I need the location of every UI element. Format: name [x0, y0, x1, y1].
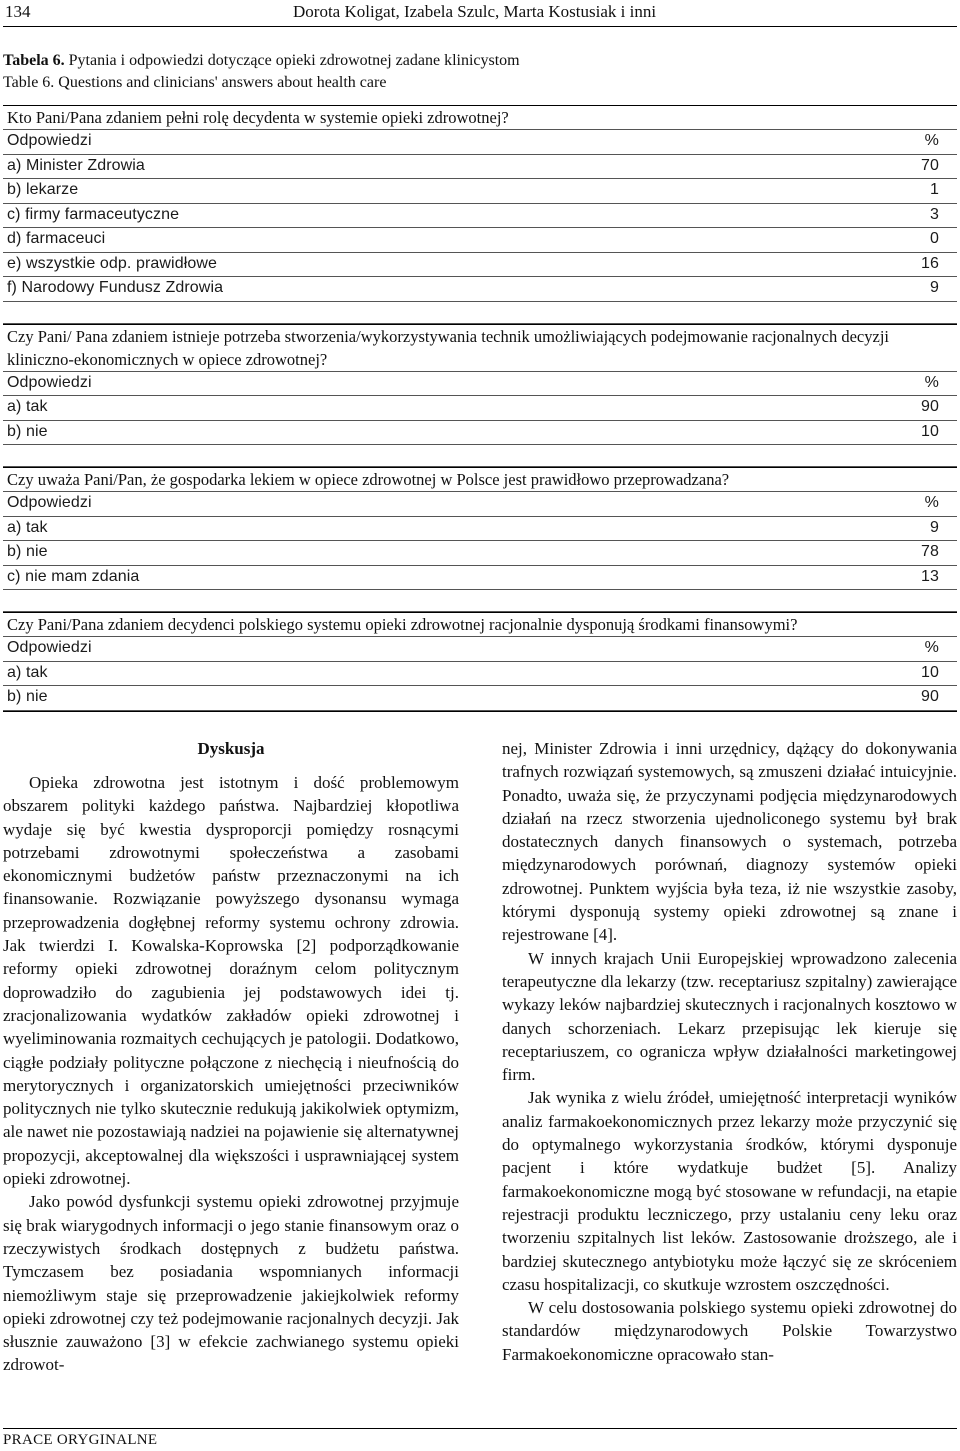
row-label: b) nie — [7, 688, 48, 705]
question-text: Czy uważa Pani/Pan, że gospodarka lekiem w opiece zdrowotnej w Polsce jest prawidłowo przeprowadzana? — [3, 468, 957, 492]
row-value: 10 — [921, 422, 939, 440]
caption-en: Table 6. Questions and clinicians' answers about health care — [3, 74, 387, 91]
table-header-row — [3, 130, 957, 155]
discussion-right-column — [502, 737, 957, 1366]
table-header-row — [3, 372, 957, 397]
questions-table — [3, 105, 957, 712]
row-label: a) tak — [7, 398, 48, 415]
paragraph: W celu dostosowania polskiego systemu opieki zdrowotnej do standardów międzynarodowych Polskie Towarzystwo Farmakoekonomiczne opracowało stan- — [502, 1298, 957, 1364]
row-value: % — [924, 639, 939, 656]
row-label: d) farmaceuci — [7, 230, 106, 247]
row-label: b) nie — [7, 422, 48, 440]
discussion-left-column — [3, 737, 459, 1377]
page-header — [3, 0, 957, 27]
table-header-row — [3, 637, 957, 662]
caption-pl: Pytania i odpowiedzi dotyczące opieki zdrowotnej zadane klinicystom — [68, 52, 520, 69]
row-value: 1 — [930, 181, 939, 198]
row-value: 3 — [930, 205, 939, 223]
row-label: Odpowiedzi — [7, 132, 92, 149]
row-value: 9 — [930, 518, 939, 536]
footer-label: PRACE ORYGINALNE — [3, 1432, 158, 1448]
row-value: % — [924, 494, 939, 511]
table-row — [3, 566, 957, 591]
row-value: 78 — [921, 543, 939, 560]
page-footer — [3, 1428, 957, 1449]
paragraph: nej, Minister Zdrowia i inni urzędnicy, dążący do dokonywania trafnych rozwiązań systemowych, są zmuszeni działać intuicyjnie. Ponadto, uważa się, że przyczynami podjęcia międzynarodowych działań na rzecz stworzenia ujednoliconego systemu był brak dostatecznych danych finansowych o systemach, potrzeba międzynarodowych porównań, diagnozy systemów opieki zdrowotnej. Punktem wyjścia była teza, iż nie wszystkie zasoby, którymi dysponują systemy opieki zdrowotnej są znane i rejestrowane [4]. — [502, 739, 957, 945]
question-text: Kto Pani/Pana zdaniem pełni rolę decydenta w systemie opieki zdrowotnej? — [3, 106, 957, 130]
row-label: Odpowiedzi — [7, 494, 92, 511]
row-value: 9 — [930, 279, 939, 296]
row-label: a) tak — [7, 518, 48, 536]
table-row — [3, 253, 957, 278]
table-section — [3, 106, 957, 325]
question-text: Czy Pani/ Pana zdaniem istnieje potrzeba stworzenia/wykorzystywania technik umożliwiających podejmowanie racjonalnych decyzji kliniczno-ekonomicznych w opiece zdrowotnej? — [3, 325, 957, 372]
paragraph: W innych krajach Unii Europejskiej wprowadzono zalecenia terapeutyczne dla lekarzy (tzw. receptariusz szpitalny) zawierające wykazy leków najbardziej skutecznych i racjonalnych kosztowo w danych schorzeniach. Lekarz przepisując lek kieruje się receptariuszem, co ogranicza wpływ działalności marketingowej firm. — [502, 948, 957, 1085]
section-spacer — [3, 302, 957, 324]
table-section — [3, 325, 957, 469]
table-row — [3, 686, 957, 711]
row-label: f) Narodowy Fundusz Zdrowia — [7, 279, 224, 296]
table-row — [3, 421, 957, 446]
row-value: 0 — [930, 230, 939, 247]
paragraph: Jako powód dysfunkcji systemu opieki zdrowotnej przyjmuje się brak wiarygodnych informacji o jego stanie finansowym oraz o rzeczywistych środkach dostępnych z budżetu państwa. Tymczasem bez posiadania wspomnianych informacji niemożliwym staje się przeprowadzenie jakiejkolwiek reformy opieki zdrowotnej czy też podejmowanie racjonalnych decyzji. Jak słusznie zauważono [3] w efekcie zachwianego systemu opieki zdrowot- — [3, 1192, 459, 1375]
table-row — [3, 517, 957, 542]
paragraph: Jak wynika z wielu źródeł, umiejętność interpretacji wyników analiz farmakoekonomicznych przez lekarzy może przyczynić się do optymalnego wykorzystania środków, którymi dysponuje pacjent i które wydatkuje budżet [5]. Analizy farmakoekonomiczne mogą być stosowane w refundacji, na etapie rejestracji produktu leczniczego, przy ustalaniu ceny leku oraz tworzeniu szpitalnych list leków. Zastosowanie droższego, ale i bardziej skutecznego antybiotyku może łączyć się ze skróceniem czasu hospitalizacji, co skutkuje wzrostem oszczędności. — [502, 1088, 957, 1294]
row-value: 16 — [921, 254, 939, 272]
table-row — [3, 541, 957, 566]
table-row — [3, 228, 957, 253]
table-row — [3, 204, 957, 229]
row-value: 90 — [921, 688, 939, 705]
row-label: a) Minister Zdrowia — [7, 156, 145, 174]
table-row — [3, 396, 957, 421]
row-label: Odpowiedzi — [7, 373, 92, 391]
question-text: Czy Pani/Pana zdaniem decydenci polskiego systemu opieki zdrowotnej racjonalnie dysponują środkami finansowymi? — [3, 613, 957, 637]
row-label: e) wszystkie odp. prawidłowe — [7, 254, 217, 272]
table-section — [3, 613, 957, 712]
table-caption — [3, 50, 520, 94]
running-authors: Dorota Koligat, Izabela Szulc, Marta Kostusiak i inni — [293, 2, 657, 21]
section-heading: Dyskusja — [197, 739, 265, 758]
row-label: b) lekarze — [7, 181, 79, 198]
row-label: a) tak — [7, 663, 48, 681]
table-section — [3, 468, 957, 613]
row-label: c) nie mam zdania — [7, 567, 140, 585]
row-value: 70 — [921, 156, 939, 174]
table-row — [3, 277, 957, 302]
row-value: % — [924, 373, 939, 391]
row-label: b) nie — [7, 543, 48, 560]
section-spacer — [3, 445, 957, 467]
table-header-row — [3, 492, 957, 517]
row-label: Odpowiedzi — [7, 639, 92, 656]
section-spacer — [3, 590, 957, 612]
table-row — [3, 662, 957, 687]
row-value: 13 — [921, 567, 939, 585]
table-row — [3, 179, 957, 204]
page-number: 134 — [5, 2, 31, 21]
row-value: 90 — [921, 398, 939, 415]
table-row — [3, 155, 957, 180]
paragraph: Opieka zdrowotna jest istotnym i dość problemowym obszarem polityki każdego państwa. Najbardziej kłopotliwa wydaje się być kwestia dysproporcji pomiędzy rosnącymi potrzebami zdrowotnymi społeczeństwa a zasobami ekonomicznymi budżetów państw przeznaczonymi na ich finansowanie. Rozwiązanie powyższego dysonansu wymaga przeprowadzenia dogłębnej reformy systemu ochrony zdrowia. Jak twierdzi I. Kowalska-Koprowska [2] podporządkowanie reformy opieki zdrowotnej doraźnym celom politycznym doprowadziło do zagubienia jej podstawowych idei tj. zracjonalizowania wydatków zakładów opieki zdrowotnej i wyeliminowania rozmaitych cechujących je patologii. Dodatkowo, ciągłe podziały polityczne połączone z niechęcią i nieufnością do merytorycznych i organizatorskich umiejętności przeciwników politycznych nie tylko skutecznie redukują jakikolwiek optymizm, ale nawet nie pozostawiają nadziei na pojawienie się alternatywnej propozycji, akceptowalnej dla większości i usprawniającej system opieki zdrowotnej. — [3, 773, 459, 1189]
row-value: 10 — [921, 663, 939, 681]
row-value: % — [924, 132, 939, 149]
caption-label: Tabela 6. — [3, 52, 65, 69]
row-label: c) firmy farmaceutyczne — [7, 205, 180, 223]
